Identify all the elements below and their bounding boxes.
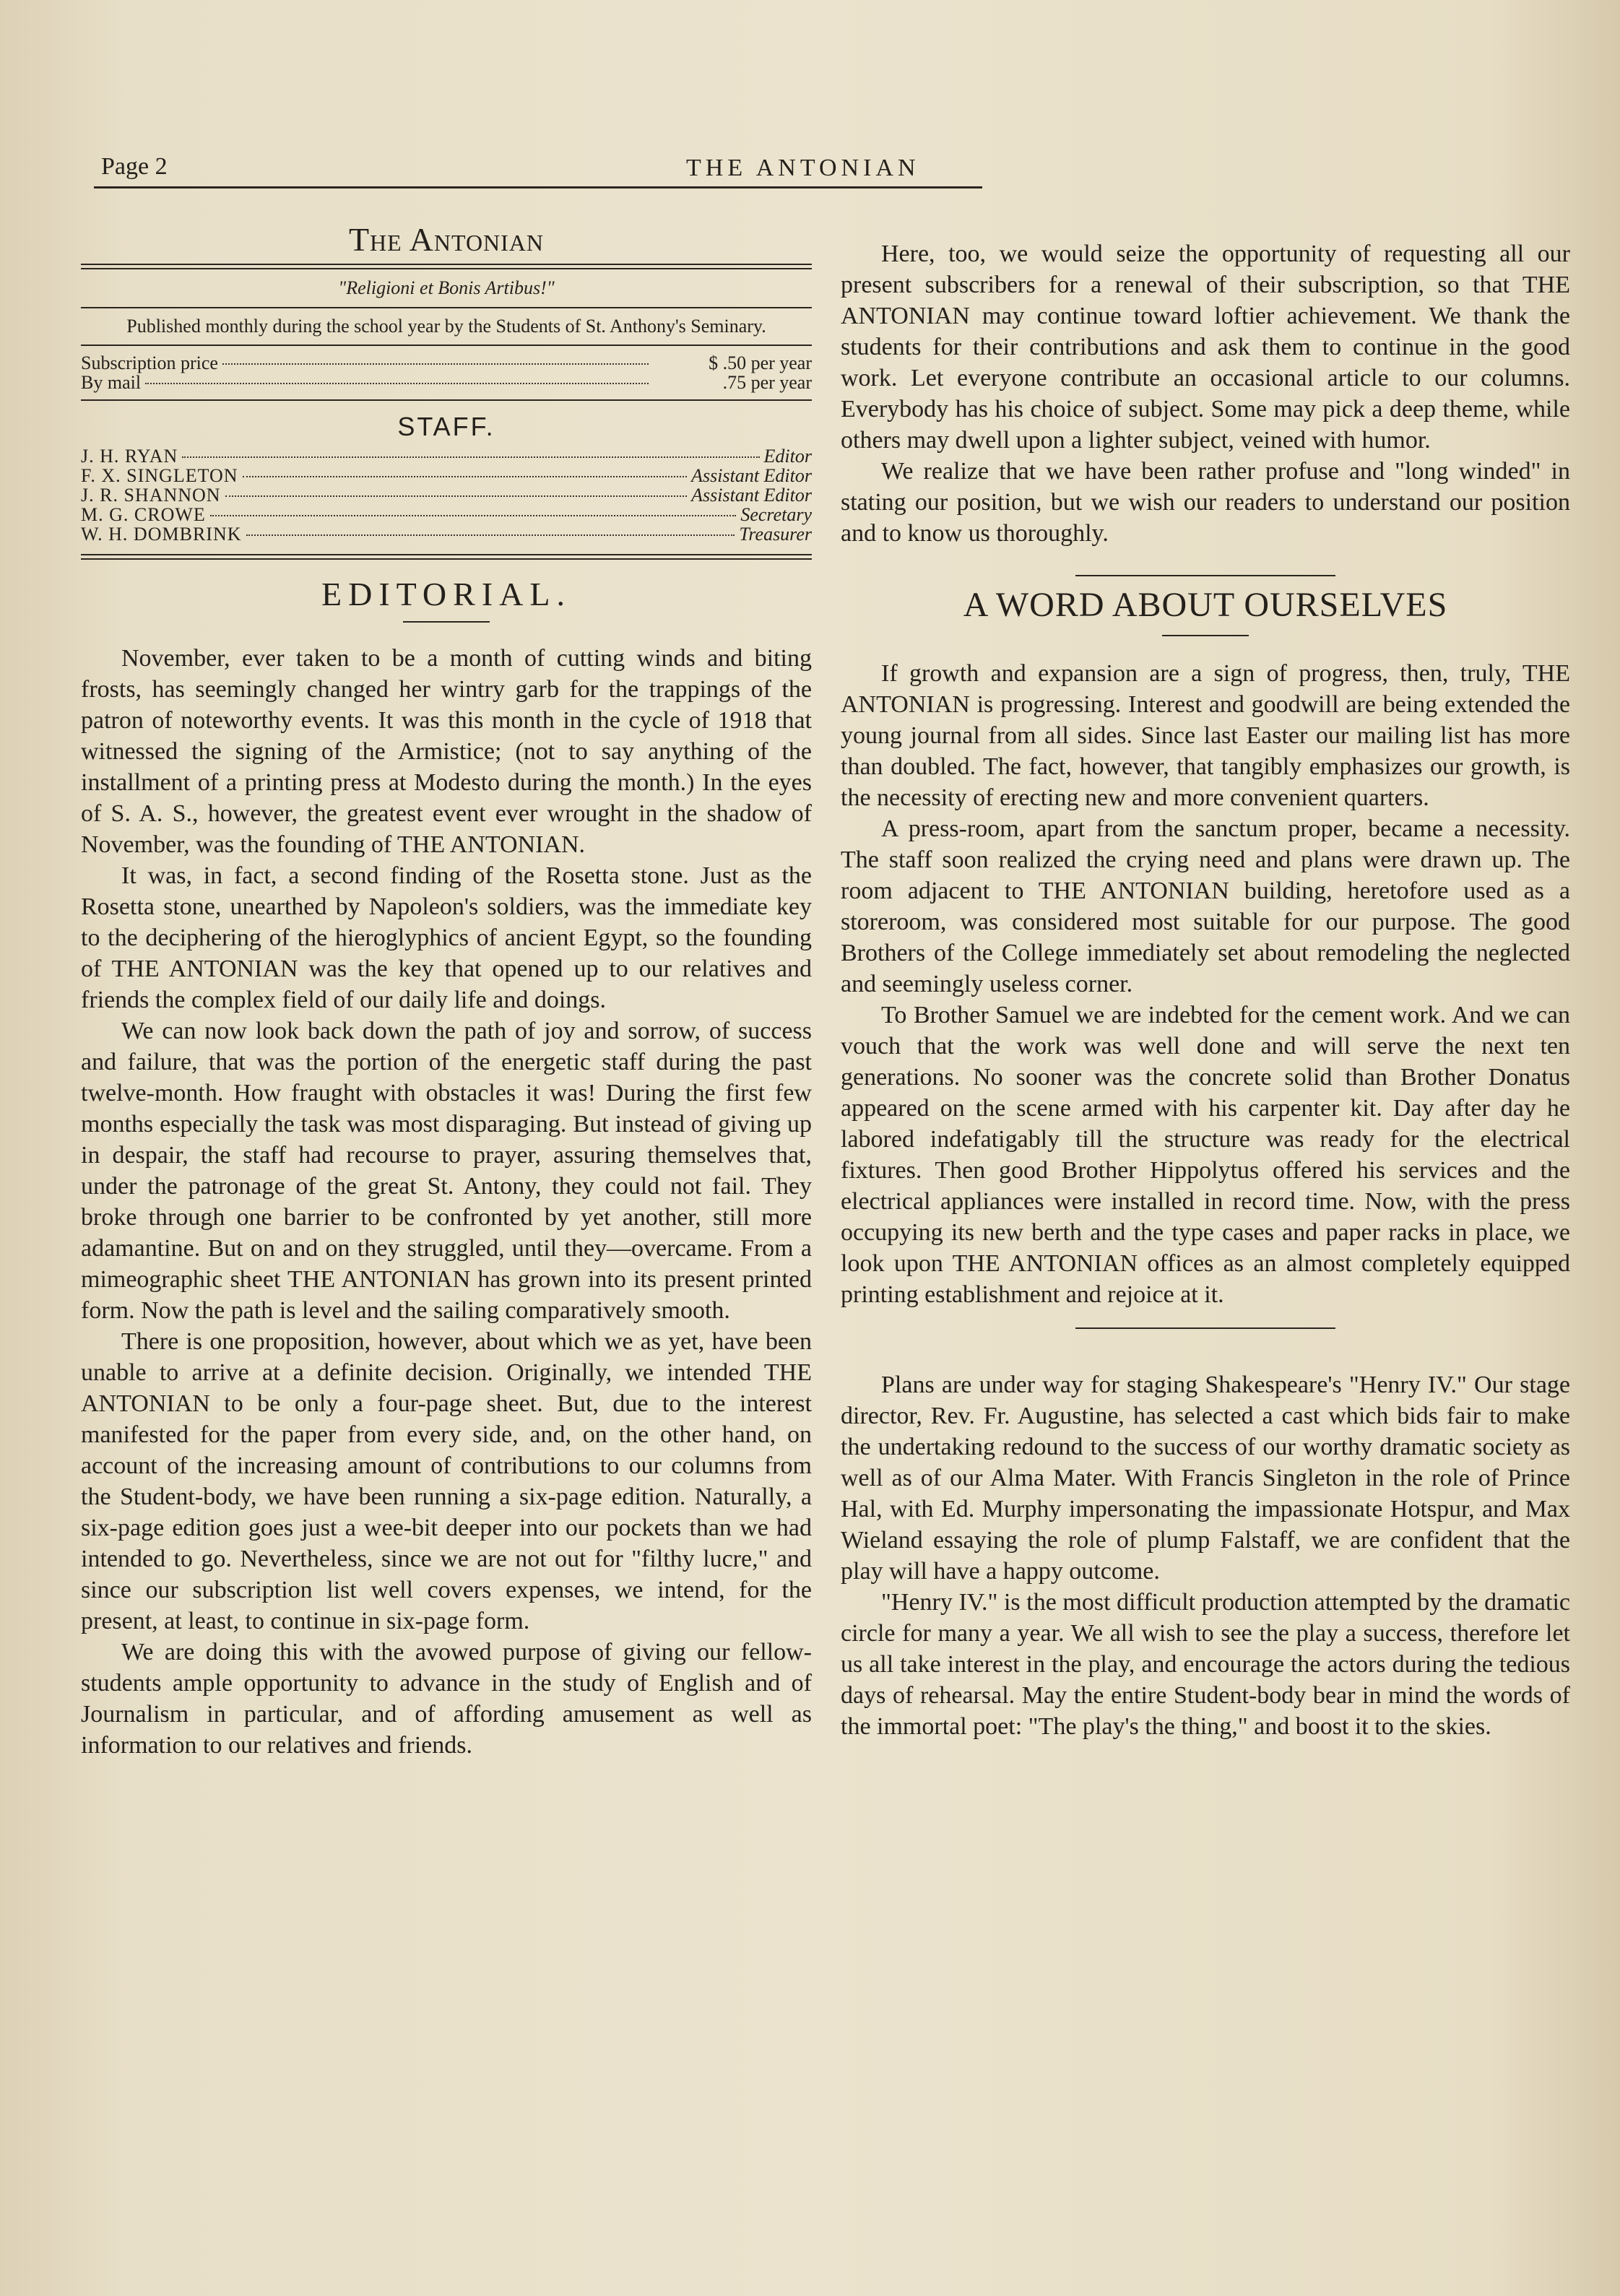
ourselves-paragraph: A press-room, apart from the sanctum proper, became a necessity. The staff soon realized the crying need and plans were drawn up. The room adjacent to THE ANTONIAN building, heretofore used as a storeroom, was considered most suitable for our purpose. The good Brothers of the College immediately set about remodeling the neglected and seemingly useless corner. [841,815,1570,997]
running-title: THE ANTONIAN [686,155,920,181]
leader-dots [243,476,688,477]
editorial-paragraph: We are doing this with the avowed purpose of giving our fellow-students ample opportunity to advance in the study of English and of Journalism in particular, and of affording amusement as well as information to our relatives and friends. [81,1639,812,1759]
editorial-paragraph: Here, too, we would seize the opportunity of requesting all our present subscribers for a renewal of their subscription, so that THE ANTONIAN may continue toward loftier achievement. We thank the students for their contributions and ask them to continue in the good work. Let everyone contribute an occasional article to our columns. Everybody has his choice of subject. Some may pick a deep theme, while others may dwell upon a lighter subject, veined with humor. [841,241,1570,454]
divider [81,307,812,308]
price-value: $ .50 per year [709,352,812,373]
editorial-paragraph: We can now look back down the path of joy and sorrow, of success and failure, that was the portion of the energetic staff during the past twelve-month. How fraught with obstacles it was! During the first few months especially the task was most disparaging. But instead of giving up in despair, the staff had recourse to prayer, assuring themselves that, under the patronage of the great St. Antony, they could not fail. They broke through one barrier to be confronted by yet another, still more adamantine. But on and on they struggled, until they—overcame. From a mimeographic sheet THE ANTONIAN has grown into its present printed form. Now the path is level and the sailing comparatively smooth. [81,1018,812,1324]
price-row [81,373,812,392]
divider [81,399,812,401]
staff-name: W. H. DOMBRINK [81,524,242,545]
staff-row [81,466,812,485]
staff-heading: STAFF. [397,412,495,441]
staff-rule [81,554,812,560]
masthead-rule [81,264,812,269]
ourselves-paragraph: To Brother Samuel we are indebted for the cement work. And we can vouch that the work was well done and will serve the next ten generations. No sooner was the concrete solid than Brother Donatus appeared on the scene armed with his carpenter kit. Day after day he labored indefatigably till the structure was ready for the electrical fixtures. Then good Brother Hippolytus offered his services and the electrical appliances were installed in record time. Now, with the press occupying its new berth and the type cases and paper racks in place, we look upon THE ANTONIAN offices as an almost completely equipped printing establishment and rejoice at it. [841,1002,1570,1308]
editorial-paragraph: We realize that we have been rather profuse and "long winded" in stating our position, but we wish our readers to understand our position and to know us thoroughly. [841,458,1570,547]
page-header [94,153,982,189]
staff-row [81,485,812,505]
editorial-paragraph: There is one proposition, however, about which we as yet, have been unable to arrive at a definite decision. Originally, we intended THE ANTONIAN to be only a four-page sheet. But, due to the interest manifested for the paper from every side, and, on the other hand, on account of the increasing amount of contributions to our columns from the Student-body, we have been running a six-page edition. Naturally, a six-page edition goes just a wee-bit deeper into our pockets than we had intended to go. Nevertheless, since we are not out for "filthy lucre," and since our subscription list well covers expenses, we intend, for the present, at least, to continue in six-page form. [81,1328,812,1634]
heading-rule [403,621,490,623]
masthead-title: The Antonian [348,221,545,258]
header-rule [94,186,982,189]
ourselves-heading: A WORD ABOUT OURSELVES [963,586,1448,624]
play-paragraph: Plans are under way for staging Shakespeare's "Henry IV." Our stage director, Rev. Fr. Augustine, has selected a cast which bids fair to make the undertaking redound to the success of our worthy dramatic society as well as of our Alma Mater. With Francis Singleton in the role of Prince Hal, with Ed. Murphy impersonating the impassionate Hotspur, and Max Wieland essaying the role of plump Falstaff, we are confident that the play will have a happy outcome. [841,1372,1570,1585]
divider [81,345,812,346]
staff-role: Editor [763,446,812,467]
editorial-paragraph: November, ever taken to be a month of cutting winds and biting frosts, has seemingly changed her wintry garb for the trappings of the patron of noteworthy events. It was this month in the cycle of 1918 that witnessed the signing of the Armistice; (not to say anything of the installment of a printing press at Modesto during the month.) In the eyes of S. A. S., however, the greatest event ever wrought in the shadow of November, was the founding of THE ANTONIAN. [81,645,812,858]
publication-note: Published monthly during the school year by the Students of St. Anthony's Seminary. [126,316,766,337]
staff-name: F. X. SINGLETON [81,465,238,486]
staff-row [81,505,812,524]
page-number: Page 2 [101,153,168,180]
staff-name: J. H. RYAN [81,446,178,467]
price-value: .75 per year [722,372,812,393]
left-column [81,217,812,1761]
price-label: Subscription price [81,352,218,373]
staff-role: Treasurer [739,524,812,545]
staff-name: M. G. CROWE [81,504,206,525]
staff-row [81,446,812,466]
heading-rule [1162,635,1249,636]
play-paragraph: "Henry IV." is the most difficult production attempted by the dramatic circle for many a year. We all wish to see the play a success, therefore let us all take interest in the play, and encourage the actors during the tedious days of rehearsal. May the entire Student-body bear in mind the words of the immortal poet: "The play's the thing," and boost it to the skies. [841,1589,1570,1740]
leader-dots [225,495,688,497]
price-label: By mail [81,372,142,393]
editorial-paragraph: It was, in fact, a second finding of the Rosetta stone. Just as the Rosetta stone, unearthed by Napoleon's soldiers, was the immediate key to the deciphering of the hieroglyphics of ancient Egypt, so the founding of THE ANTONIAN was the key that opened up to our relatives and friends the complex field of our daily life and doings. [81,862,812,1013]
leader-dots [246,534,735,536]
staff-row [81,524,812,544]
section-divider [1075,1327,1335,1329]
ourselves-paragraph: If growth and expansion are a sign of progress, then, truly, THE ANTONIAN is progressing. Interest and goodwill are being extended the young journal from all sides. Since last Easter our mailing list has more than doubled. The fact, however, that tangibly emphasizes our growth, is the necessity of erecting new and more convenient quarters. [841,660,1570,811]
right-column [841,238,1570,1742]
staff-role: Assistant Editor [691,465,812,486]
price-row [81,353,812,373]
leader-dots [222,363,649,365]
masthead-motto: "Religioni et Bonis Artibus!" [338,277,555,298]
leader-dots [182,456,759,458]
section-divider [1075,575,1335,576]
staff-role: Secretary [740,504,812,525]
leader-dots [145,383,649,384]
leader-dots [210,515,737,516]
staff-name: J. R. SHANNON [81,485,221,506]
staff-role: Assistant Editor [691,485,812,506]
editorial-heading: EDITORIAL. [321,576,571,612]
